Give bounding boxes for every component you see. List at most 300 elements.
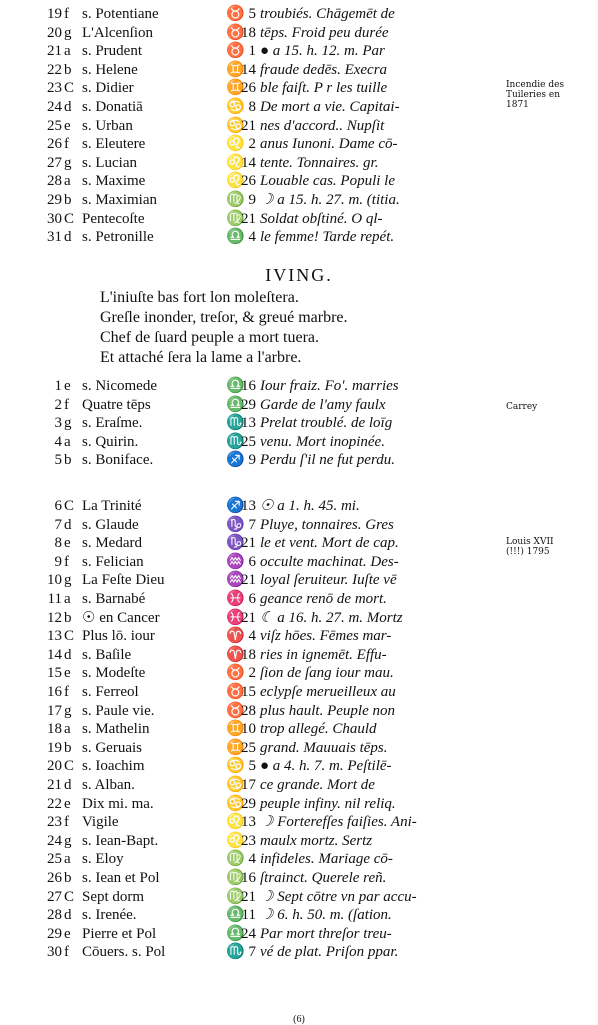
dominical-letter: b <box>64 739 72 756</box>
dominical-letter: f <box>64 6 69 22</box>
prophecy-text: nes d'accord.. Nupſit <box>260 117 385 134</box>
degree: 2 <box>248 136 256 153</box>
calendar-row <box>0 869 598 887</box>
dominical-letter: C <box>64 758 75 775</box>
zodiac-sign: ♋ <box>226 99 245 115</box>
day-number: 12 <box>47 609 62 626</box>
day-number: 13 <box>47 628 62 645</box>
calendar-row <box>0 739 598 757</box>
prophecy-text: troubiés. Chāgemēt de <box>260 6 395 22</box>
zodiac-sign: ♎ <box>226 378 245 394</box>
margin-note-tuileries: Incendie des Tuileries en 1871 <box>506 80 565 110</box>
calendar-row <box>0 414 598 432</box>
dominical-letter: C <box>64 628 75 645</box>
saint-name: s. Modeſte <box>82 665 146 682</box>
calendar-row <box>0 24 598 42</box>
prophecy-text: Soldat obſtiné. O ql- <box>260 210 383 227</box>
calendar-row <box>0 228 598 246</box>
calendar-row <box>0 42 598 60</box>
prophecy-text: ce grande. Mort de <box>260 777 375 793</box>
day-number: 6 <box>54 498 62 514</box>
saint-name: s. Potentiane <box>82 6 159 22</box>
prophecy-text: Par mort threſor treu- <box>260 925 392 942</box>
saint-name: s. Baſile <box>82 646 132 663</box>
saint-name: s. Eraſme. <box>82 415 143 432</box>
day-number: 17 <box>47 702 62 719</box>
prophecy-text: ble faiſt. P r les tuille <box>260 80 388 97</box>
degree: 10 <box>241 721 256 738</box>
prophecy-text: ſion de ſang iour mau. <box>260 665 394 682</box>
degree: 13 <box>241 498 256 514</box>
saint-name: La Feſte Dieu <box>82 572 165 589</box>
saint-name: s. Boniface. <box>82 452 154 469</box>
saint-name: s. Urban <box>82 117 133 134</box>
prophecy-text: grand. Mauuais tēps. <box>260 739 388 756</box>
prophecy-text: Garde de l'amy faulx <box>260 396 386 413</box>
day-number: 18 <box>47 721 62 738</box>
saint-name: s. Petronille <box>82 229 154 246</box>
saint-name: La Trinité <box>82 498 142 514</box>
prophecy-text: peuple infiny. nil reliq. <box>260 795 396 812</box>
dominical-letter: d <box>64 229 72 246</box>
margin-note-carrey: Carrey <box>506 402 538 412</box>
degree: 6 <box>248 553 256 570</box>
calendar-row <box>0 720 598 738</box>
dominical-letter: e <box>64 117 71 134</box>
saint-name: s. Alban. <box>82 777 135 793</box>
zodiac-sign: ♎ <box>226 907 245 924</box>
zodiac-sign: ♎ <box>226 396 245 413</box>
prophecy-text: geance renō de mort. <box>260 591 387 607</box>
prophecy-text: tente. Tonnaires. gr. <box>260 154 379 171</box>
calendar-row <box>0 943 598 961</box>
zodiac-sign: ♉ <box>226 665 245 682</box>
saint-name: s. Maximian <box>82 192 157 208</box>
zodiac-sign: ♎ <box>226 229 245 246</box>
dominical-letter: a <box>64 173 71 190</box>
zodiac-sign: ♌ <box>226 832 245 849</box>
degree: 7 <box>248 944 256 961</box>
degree: 4 <box>248 229 256 246</box>
prophecy-text: viſz hōes. Fēmes mar- <box>260 628 392 645</box>
prophecy-text: le et vent. Mort de cap. <box>260 535 399 552</box>
day-number: 29 <box>47 925 62 942</box>
saint-name: Plus lō. iour <box>82 628 155 645</box>
calendar-row <box>0 451 598 469</box>
degree: 1 <box>248 43 256 60</box>
prophecy-text: anus Iunoni. Dame cō- <box>260 136 398 153</box>
zodiac-sign: ♉ <box>226 684 245 700</box>
zodiac-sign: ♉ <box>226 702 245 719</box>
zodiac-sign: ♍ <box>226 192 245 208</box>
day-number: 8 <box>54 535 62 552</box>
degree: 8 <box>248 99 256 115</box>
degree: 21 <box>241 888 256 905</box>
dominical-letter: f <box>64 684 69 700</box>
prophecy-text: infideles. Mariage cō- <box>260 851 393 868</box>
calendar-row <box>0 117 598 135</box>
saint-name: Cōuers. s. Pol <box>82 944 166 961</box>
dominical-letter: a <box>64 851 71 868</box>
dominical-letter: b <box>64 870 72 886</box>
dominical-letter: e <box>64 535 71 552</box>
day-number: 28 <box>47 173 62 190</box>
saint-name: s. Irenée. <box>82 907 137 924</box>
degree: 25 <box>241 739 256 756</box>
prophecy-text: plus hault. Peuple non <box>260 702 395 719</box>
calendar-row <box>0 154 598 172</box>
degree: 26 <box>241 80 256 97</box>
dominical-letter: e <box>64 665 71 682</box>
saint-name: s. Donatiā <box>82 99 143 115</box>
saint-name: s. Prudent <box>82 43 142 60</box>
saint-name: s. Felician <box>82 553 144 570</box>
degree: 15 <box>241 684 256 700</box>
degree: 13 <box>241 814 256 831</box>
saint-name: s. Didier <box>82 80 134 97</box>
zodiac-sign: ♉ <box>226 43 245 60</box>
degree: 28 <box>241 702 256 719</box>
degree: 29 <box>241 396 256 413</box>
day-number: 16 <box>47 684 62 700</box>
calendar-row <box>0 61 598 79</box>
day-number: 7 <box>54 516 62 533</box>
saint-name: s. Nicomede <box>82 378 157 394</box>
zodiac-sign: ♓ <box>226 591 245 607</box>
calendar-row <box>0 888 598 906</box>
calendar-row <box>0 210 598 228</box>
zodiac-sign: ♉ <box>226 6 245 22</box>
dominical-letter: g <box>64 702 72 719</box>
saint-name: Pierre et Pol <box>82 925 157 942</box>
dominical-letter: C <box>64 498 75 514</box>
zodiac-sign: ♍ <box>226 210 245 227</box>
saint-name: s. Mathelin <box>82 721 150 738</box>
day-number: 24 <box>47 99 62 115</box>
quatrain-line: Chef de ſuard peuple a mort tuera. <box>100 329 320 346</box>
prophecy-text: ● a 4. h. 7. m. Peſtilē- <box>260 758 392 775</box>
saint-name: Vigile <box>82 814 119 831</box>
zodiac-sign: ♌ <box>226 173 245 190</box>
zodiac-sign: ♊ <box>226 61 245 78</box>
prophecy-text: Iour fraiz. Fo'. marries <box>260 378 399 394</box>
degree: 9 <box>248 192 256 208</box>
day-number: 27 <box>47 888 62 905</box>
quatrain-line: L'iniuſte bas fort lon moleſtera. <box>100 289 299 306</box>
zodiac-sign: ♊ <box>226 739 245 756</box>
degree: 21 <box>241 572 256 589</box>
prophecy-text: ☉ a 1. h. 45. mi. <box>260 498 360 514</box>
day-number: 30 <box>47 210 62 227</box>
dominical-letter: g <box>64 154 72 171</box>
zodiac-sign: ♌ <box>226 814 245 831</box>
day-number: 9 <box>54 553 62 570</box>
degree: 9 <box>248 452 256 469</box>
dominical-letter: e <box>64 378 71 394</box>
zodiac-sign: ♎ <box>226 925 245 942</box>
zodiac-sign: ♋ <box>226 758 245 775</box>
zodiac-sign: ♒ <box>226 553 245 570</box>
calendar-row <box>0 5 598 23</box>
saint-name: s. Medard <box>82 535 142 552</box>
calendar-row <box>0 433 598 451</box>
saint-name: s. Iean et Pol <box>82 870 160 886</box>
prophecy-text: ☽ a 15. h. 27. m. (titia. <box>260 192 400 208</box>
prophecy-text: trop allegé. Chauld <box>260 721 377 738</box>
dominical-letter: d <box>64 777 72 793</box>
day-number: 27 <box>47 154 62 171</box>
zodiac-sign: ♑ <box>226 516 245 533</box>
dominical-letter: a <box>64 591 71 607</box>
day-number: 20 <box>47 24 62 41</box>
degree: 29 <box>241 795 256 812</box>
degree: 21 <box>241 609 256 626</box>
day-number: 24 <box>47 832 62 849</box>
degree: 5 <box>248 758 256 775</box>
dominical-letter: d <box>64 907 72 924</box>
dominical-letter: e <box>64 925 71 942</box>
zodiac-sign: ♋ <box>226 795 245 812</box>
saint-name: s. Eleutere <box>82 136 146 153</box>
saint-name: s. Helene <box>82 61 138 78</box>
day-number: 20 <box>47 758 62 775</box>
zodiac-sign: ♊ <box>226 80 245 97</box>
day-number: 28 <box>47 907 62 924</box>
saint-name: s. Lucian <box>82 154 137 171</box>
dominical-letter: a <box>64 721 71 738</box>
saint-name: s. Barnabé <box>82 591 146 607</box>
prophecy-text: le femme! Tarde repét. <box>260 229 395 246</box>
day-number: 26 <box>47 136 62 153</box>
dominical-letter: f <box>64 814 69 831</box>
zodiac-sign: ♏ <box>226 944 245 961</box>
day-number: 19 <box>47 739 62 756</box>
calendar-row <box>0 516 598 534</box>
dominical-letter: f <box>64 944 69 961</box>
day-number: 11 <box>47 591 62 607</box>
zodiac-sign: ♉ <box>226 24 245 41</box>
prophecy-text: Perdu ſ'il ne fut perdu. <box>260 452 395 469</box>
day-number: 3 <box>54 415 62 432</box>
degree: 2 <box>248 665 256 682</box>
prophecy-text: ● a 15. h. 12. m. Par <box>260 43 385 60</box>
degree: 6 <box>248 591 256 607</box>
dominical-letter: d <box>64 99 72 115</box>
quatrain-line: Et attaché ſera la lame a l'arbre. <box>100 349 302 366</box>
day-number: 30 <box>47 944 62 961</box>
calendar-row <box>0 172 598 190</box>
degree: 4 <box>248 851 256 868</box>
dominical-letter: f <box>64 553 69 570</box>
degree: 18 <box>241 646 256 663</box>
zodiac-sign: ♏ <box>226 433 245 450</box>
prophecy-text: venu. Mort inopinée. <box>260 433 385 450</box>
calendar-row <box>0 702 598 720</box>
day-number: 22 <box>47 795 62 812</box>
dominical-letter: b <box>64 61 72 78</box>
saint-name: Quatre tēps <box>82 396 151 413</box>
day-number: 31 <box>47 229 62 246</box>
zodiac-sign: ♍ <box>226 888 245 905</box>
prophecy-text: Prelat troublé. de loīg <box>260 415 393 432</box>
dominical-letter: d <box>64 646 72 663</box>
dominical-letter: g <box>64 572 72 589</box>
calendar-row <box>0 832 598 850</box>
dominical-letter: g <box>64 832 72 849</box>
calendar-row <box>0 813 598 831</box>
degree: 17 <box>241 777 256 793</box>
dominical-letter: g <box>64 415 72 432</box>
prophecy-text: ☽ Sept cōtre vn par accu- <box>260 888 417 905</box>
saint-name: Dix mi. ma. <box>82 795 154 812</box>
day-number: 2 <box>54 396 62 413</box>
day-number: 14 <box>47 646 62 663</box>
degree: 16 <box>241 870 256 886</box>
calendar-row <box>0 925 598 943</box>
day-number: 23 <box>47 80 62 97</box>
prophecy-text: Louable cas. Populi le <box>260 173 395 190</box>
zodiac-sign: ♍ <box>226 870 245 886</box>
dominical-letter: C <box>64 888 75 905</box>
degree: 11 <box>241 907 256 924</box>
day-number: 19 <box>47 6 62 22</box>
zodiac-sign: ♈ <box>226 646 245 663</box>
degree: 16 <box>241 378 256 394</box>
day-number: 4 <box>54 433 62 450</box>
day-number: 25 <box>47 117 62 134</box>
calendar-row <box>0 776 598 794</box>
degree: 25 <box>241 433 256 450</box>
day-number: 1 <box>54 378 62 394</box>
calendar-row <box>0 497 598 515</box>
zodiac-sign: ♒ <box>226 572 245 589</box>
degree: 4 <box>248 628 256 645</box>
day-number: 23 <box>47 814 62 831</box>
prophecy-text: loyal ſeruiteur. Iuſte vē <box>260 572 397 589</box>
calendar-row <box>0 135 598 153</box>
calendar-row <box>0 646 598 664</box>
quatrain-line: Greſle inonder, treſor, & greué marbre. <box>100 309 348 326</box>
saint-name: s. Eloy <box>82 851 124 868</box>
calendar-row <box>0 377 598 395</box>
day-number: 5 <box>54 452 62 469</box>
degree: 26 <box>241 173 256 190</box>
calendar-row <box>0 191 598 209</box>
day-number: 10 <box>47 572 62 589</box>
degree: 18 <box>241 24 256 41</box>
prophecy-text: ☽ 6. h. 50. m. (ſation. <box>260 907 392 924</box>
calendar-row <box>0 609 598 627</box>
page-number: (6) <box>293 1014 305 1025</box>
prophecy-text: fraude dedēs. Execra <box>260 61 388 78</box>
degree: 24 <box>241 925 256 942</box>
saint-name: s. Iean-Bapt. <box>82 832 159 849</box>
margin-note-louis: Louis XVII (!!!) 1795 <box>506 537 554 557</box>
dominical-letter: b <box>64 192 72 208</box>
calendar-row <box>0 683 598 701</box>
dominical-letter: C <box>64 80 75 97</box>
calendar-row <box>0 850 598 868</box>
saint-name: s. Paule vie. <box>82 702 155 719</box>
zodiac-sign: ♊ <box>226 721 245 738</box>
zodiac-sign: ♈ <box>226 628 245 645</box>
degree: 21 <box>241 117 256 134</box>
degree: 21 <box>241 535 256 552</box>
dominical-letter: b <box>64 609 72 626</box>
day-number: 21 <box>47 43 62 60</box>
prophecy-text: ſtrainct. Querele reñ. <box>260 870 387 886</box>
calendar-row <box>0 571 598 589</box>
zodiac-sign: ♑ <box>226 535 245 552</box>
prophecy-text: ☽ Forterefſes faiſies. Ani- <box>260 814 417 831</box>
calendar-row <box>0 757 598 775</box>
calendar-row <box>0 906 598 924</box>
degree: 23 <box>241 832 256 849</box>
prophecy-text: eclypſe merueilleux au <box>260 684 396 700</box>
saint-name: s. Ferreol <box>82 684 139 700</box>
day-number: 21 <box>47 777 62 793</box>
dominical-letter: a <box>64 433 71 450</box>
calendar-row <box>0 795 598 813</box>
prophecy-text: occulte machinat. Des- <box>260 553 399 570</box>
day-number: 29 <box>47 192 62 208</box>
dominical-letter: d <box>64 516 72 533</box>
calendar-row <box>0 590 598 608</box>
saint-name: Sept dorm <box>82 888 145 905</box>
calendar-row <box>0 627 598 645</box>
prophecy-text: De mort a vie. Capitai- <box>260 99 400 115</box>
day-number: 26 <box>47 870 62 886</box>
prophecy-text: ☾ a 16. h. 27. m. Mortz <box>260 609 403 626</box>
saint-name: s. Maxime <box>82 173 146 190</box>
zodiac-sign: ♏ <box>226 415 245 432</box>
degree: 7 <box>248 516 256 533</box>
degree: 14 <box>241 61 256 78</box>
dominical-letter: C <box>64 210 75 227</box>
dominical-letter: a <box>64 43 71 60</box>
saint-name: ☉ en Cancer <box>82 609 160 626</box>
dominical-letter: g <box>64 24 72 41</box>
zodiac-sign: ♌ <box>226 136 245 153</box>
degree: 14 <box>241 154 256 171</box>
month-heading: IVING. <box>265 265 333 285</box>
calendar-row <box>0 664 598 682</box>
zodiac-sign: ♍ <box>226 851 245 868</box>
dominical-letter: f <box>64 136 69 153</box>
degree: 5 <box>248 6 256 22</box>
saint-name: s. Glaude <box>82 516 139 533</box>
saint-name: Pentecoſte <box>82 210 145 227</box>
day-number: 22 <box>47 61 62 78</box>
prophecy-text: vé de plat. Priſon ppar. <box>260 944 399 961</box>
zodiac-sign: ♓ <box>226 609 245 626</box>
zodiac-sign: ♐ <box>226 498 245 514</box>
degree: 21 <box>241 210 256 227</box>
zodiac-sign: ♌ <box>226 154 245 171</box>
prophecy-text: tēps. Froid peu durée <box>260 24 389 41</box>
saint-name: L'Alcenſion <box>82 24 154 41</box>
dominical-letter: b <box>64 452 72 469</box>
prophecy-text: Pluye, tonnaires. Gres <box>260 516 394 533</box>
zodiac-sign: ♋ <box>226 777 245 793</box>
saint-name: s. Quirin. <box>82 433 139 450</box>
dominical-letter: e <box>64 795 71 812</box>
day-number: 25 <box>47 851 62 868</box>
prophecy-text: ries in ignemēt. Effu- <box>260 646 387 663</box>
saint-name: s. Ioachim <box>82 758 145 775</box>
saint-name: s. Geruais <box>82 739 142 756</box>
degree: 13 <box>241 415 256 432</box>
